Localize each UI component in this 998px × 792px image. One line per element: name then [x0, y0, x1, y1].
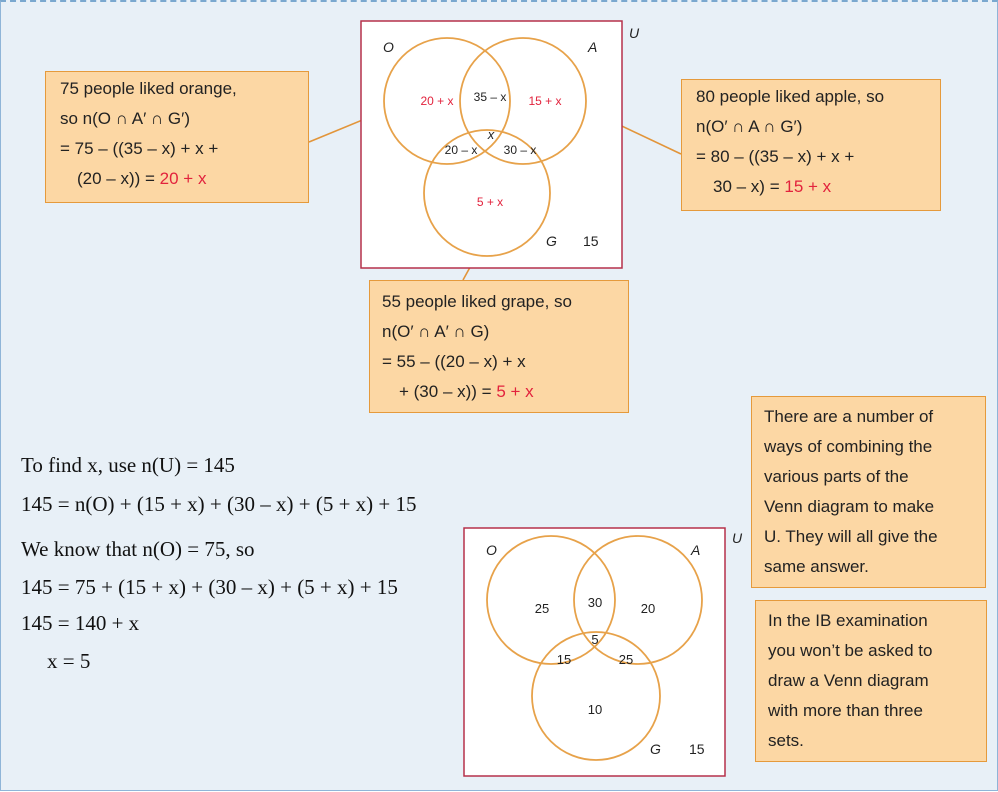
venn-bottom-frame [464, 528, 725, 776]
note-combining [751, 396, 986, 588]
callout-apple-line4 [696, 172, 940, 202]
callout-grape [369, 280, 629, 413]
note-ib-exam-line3: draw a Venn diagram [768, 671, 929, 690]
callout-apple-line1: 80 people liked apple, so [696, 87, 885, 106]
set-o-label-bottom: O [486, 542, 497, 558]
note-ib-exam-line1: In the IB examination [768, 611, 928, 630]
callout-orange-line4-text: (20 – x)) = [77, 169, 160, 188]
callout-orange-line3: = 75 – ((35 – x) + x + [60, 139, 219, 158]
working-line-2: 145 = n(O) + (15 + x) + (30 – x) + (5 + x) + 15 [21, 492, 417, 516]
universe-label-bottom: U [732, 530, 743, 546]
callout-grape-line3: = 55 – ((20 – x) + x [382, 352, 526, 371]
region-a-only: 15 + x [528, 94, 562, 108]
callout-grape-line1: 55 people liked grape, so [382, 292, 572, 311]
working-line-4: 145 = 75 + (15 + x) + (30 – x) + (5 + x) + 15 [21, 575, 398, 599]
universe-label: U [629, 25, 640, 41]
callout-orange-line4 [60, 164, 308, 194]
region-outside: 15 [583, 233, 599, 249]
region-oa: 35 – x [473, 90, 507, 104]
region-center: x [487, 127, 495, 142]
region-a-only-bottom: 20 [640, 601, 656, 616]
callout-apple-line3: = 80 – ((35 – x) + x + [696, 147, 855, 166]
note-combining-line5: U. They will all give the [764, 527, 938, 546]
callout-apple [681, 79, 941, 211]
callout-orange-line2: so n(O ∩ A′ ∩ G′) [60, 109, 191, 128]
region-oa-bottom: 30 [587, 595, 603, 610]
set-g-label: G [546, 233, 557, 249]
callout-grape-line4 [382, 377, 628, 407]
region-outside-bottom: 15 [689, 741, 705, 757]
note-ib-exam-line2: you won’t be asked to [768, 641, 933, 660]
working-line-6: x = 5 [47, 649, 91, 673]
note-ib-exam [755, 600, 987, 762]
working-line-1: To find x, use n(U) = 145 [21, 453, 235, 477]
note-combining-line3: various parts of the [764, 467, 909, 486]
callout-grape-result: 5 + x [496, 382, 534, 401]
callout-apple-line2: n(O′ ∩ A ∩ G′) [696, 117, 803, 136]
note-combining-line4: Venn diagram to make [764, 497, 935, 516]
region-o-only-bottom: 25 [534, 601, 550, 616]
note-ib-exam-line5: sets. [768, 731, 804, 750]
callout-grape-line4-text: + (30 – x)) = [399, 382, 497, 401]
note-combining-line6: same answer. [764, 557, 869, 576]
region-og: 20 – x [444, 143, 478, 157]
set-o-label: O [383, 39, 394, 55]
callout-orange-line1: 75 people liked orange, [60, 79, 237, 98]
note-combining-line2: ways of combining the [764, 437, 933, 456]
callout-apple-result: 15 + x [784, 177, 832, 196]
region-og-bottom: 15 [556, 652, 572, 667]
region-o-only: 20 + x [420, 94, 454, 108]
region-center-bottom: 5 [591, 632, 599, 647]
set-a-label: A [588, 39, 598, 55]
region-g-only-bottom: 10 [587, 702, 603, 717]
callout-orange-result: 20 + x [159, 169, 207, 188]
region-ag: 30 – x [503, 143, 537, 157]
region-g-only: 5 + x [476, 195, 504, 209]
note-combining-line1: There are a number of [764, 407, 934, 426]
set-g-label-bottom: G [650, 741, 661, 757]
callout-grape-line2: n(O′ ∩ A′ ∩ G) [382, 322, 490, 341]
set-a-label-bottom: A [691, 542, 701, 558]
callout-apple-line4-text: 30 – x) = [713, 177, 785, 196]
region-ag-bottom: 25 [618, 652, 634, 667]
working-line-3: We know that n(O) = 75, so [21, 537, 255, 561]
working-line-5: 145 = 140 + x [21, 611, 140, 635]
callout-orange [45, 71, 309, 203]
note-ib-exam-line4: with more than three [768, 701, 923, 720]
